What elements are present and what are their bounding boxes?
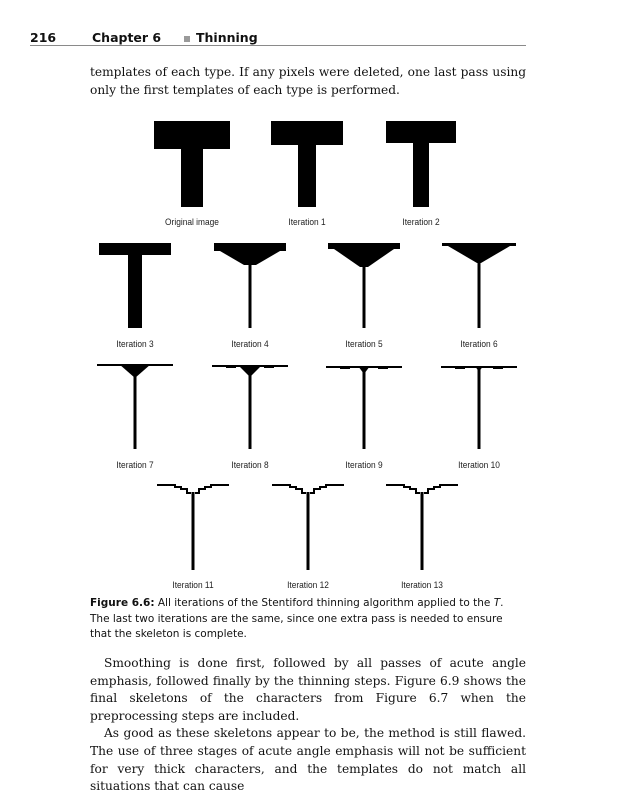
- t-stem: [363, 266, 366, 328]
- iteration-panel-12: [272, 485, 344, 570]
- t-stem: [192, 492, 195, 570]
- iteration-panel-3: [99, 243, 171, 328]
- page-number: 216: [30, 30, 57, 45]
- figure-label-13: Iteration 13: [401, 580, 443, 591]
- iteration-panel-4: [214, 243, 286, 328]
- t-stem: [363, 372, 366, 449]
- iteration-panel-7: [97, 364, 173, 449]
- iteration-panel-1: [271, 121, 343, 207]
- figure-caption: [90, 596, 526, 643]
- skeleton-right-arm: [424, 485, 458, 493]
- t-stem: [478, 370, 481, 449]
- t-stem: [249, 264, 252, 328]
- t-crossbar: [328, 243, 400, 249]
- figure-label-10: Iteration 10: [458, 460, 500, 471]
- figure-label-6: Iteration 6: [460, 339, 498, 350]
- t-wedge: [448, 246, 510, 263]
- t-stem: [134, 376, 137, 449]
- t-wedge: [220, 251, 280, 265]
- t-stem: [181, 148, 203, 207]
- figure-label-9: Iteration 9: [345, 460, 383, 471]
- figure-label-2: Iteration 2: [402, 217, 440, 228]
- body-text: [90, 655, 526, 796]
- skeleton-left-arm: [157, 485, 191, 493]
- t-stem: [421, 492, 424, 570]
- section-title: Thinning: [196, 30, 258, 45]
- figure-label-12: Iteration 12: [287, 580, 329, 591]
- t-arm-step: [493, 367, 503, 369]
- t-wedge: [119, 364, 151, 378]
- t-stem: [413, 142, 429, 207]
- t-arm-step: [264, 366, 274, 368]
- intro-text: templates of each type. If any pixels were deleted, one last pass using only the first templates of each type is performed.: [90, 65, 526, 97]
- caption-text-end: . The last two iterations are the same, since one extra pass is needed to ensure that the skeleton is complete.: [90, 597, 504, 640]
- iteration-panel-6: [442, 243, 516, 328]
- t-crossbar: [271, 121, 343, 145]
- t-arm-step: [340, 367, 350, 369]
- iteration-panel-5: [328, 243, 400, 328]
- figure-label-8: Iteration 8: [231, 460, 269, 471]
- t-crossbar: [214, 243, 286, 251]
- iteration-panel-13: [386, 485, 458, 570]
- figure-label-5: Iteration 5: [345, 339, 383, 350]
- figure-label-11: Iteration 11: [172, 580, 214, 591]
- t-arm-step: [455, 367, 465, 369]
- body-paragraph-1: Smoothing is done first, followed by all passes of acute angle emphasis, followed finally by the thinning steps. Figure 6.9 shows the final skeletons of the characters from Figure 6.7 when the preprocessing steps are included.: [90, 656, 526, 723]
- t-stem: [249, 375, 252, 449]
- iteration-panel-0: [154, 121, 230, 207]
- t-crossbar: [386, 121, 456, 143]
- skeleton-right-arm: [310, 485, 344, 493]
- chapter-title: Chapter 6: [92, 30, 162, 45]
- t-crossbar: [442, 243, 516, 246]
- t-stem: [478, 262, 481, 328]
- figure-label-4: Iteration 4: [231, 339, 269, 350]
- t-stem: [307, 492, 310, 570]
- iteration-panel-11: [157, 485, 229, 570]
- t-wedge: [334, 249, 394, 267]
- t-arm-step: [378, 367, 388, 369]
- skeleton-right-arm: [195, 485, 229, 493]
- iteration-panel-10: [441, 366, 517, 449]
- caption-label: Figure 6.6:: [90, 597, 155, 609]
- figure-label-0: Original image: [165, 217, 219, 228]
- figure-label-7: Iteration 7: [116, 460, 154, 471]
- t-crossbar: [99, 243, 171, 255]
- figure-label-1: Iteration 1: [288, 217, 326, 228]
- caption-italic-t: T: [493, 597, 501, 609]
- iteration-panel-8: [212, 365, 288, 449]
- skeleton-left-arm: [272, 485, 306, 493]
- body-paragraph-2: As good as these skeletons appear to be, the method is still flawed. The use of three stages of acute angle emphasis will not be sufficient for very thick characters, and the templates do not match all situations that can cause: [90, 726, 526, 794]
- figure-label-3: Iteration 3: [116, 339, 154, 350]
- t-crossbar: [154, 121, 230, 149]
- t-stem: [298, 144, 316, 207]
- t-arm-step: [226, 366, 236, 368]
- iteration-panel-2: [386, 121, 456, 207]
- caption-text-start: All iterations of the Stentiford thinning algorithm applied to the: [154, 597, 494, 609]
- iteration-panel-9: [326, 366, 402, 449]
- t-stem: [128, 254, 142, 328]
- skeleton-left-arm: [386, 485, 420, 493]
